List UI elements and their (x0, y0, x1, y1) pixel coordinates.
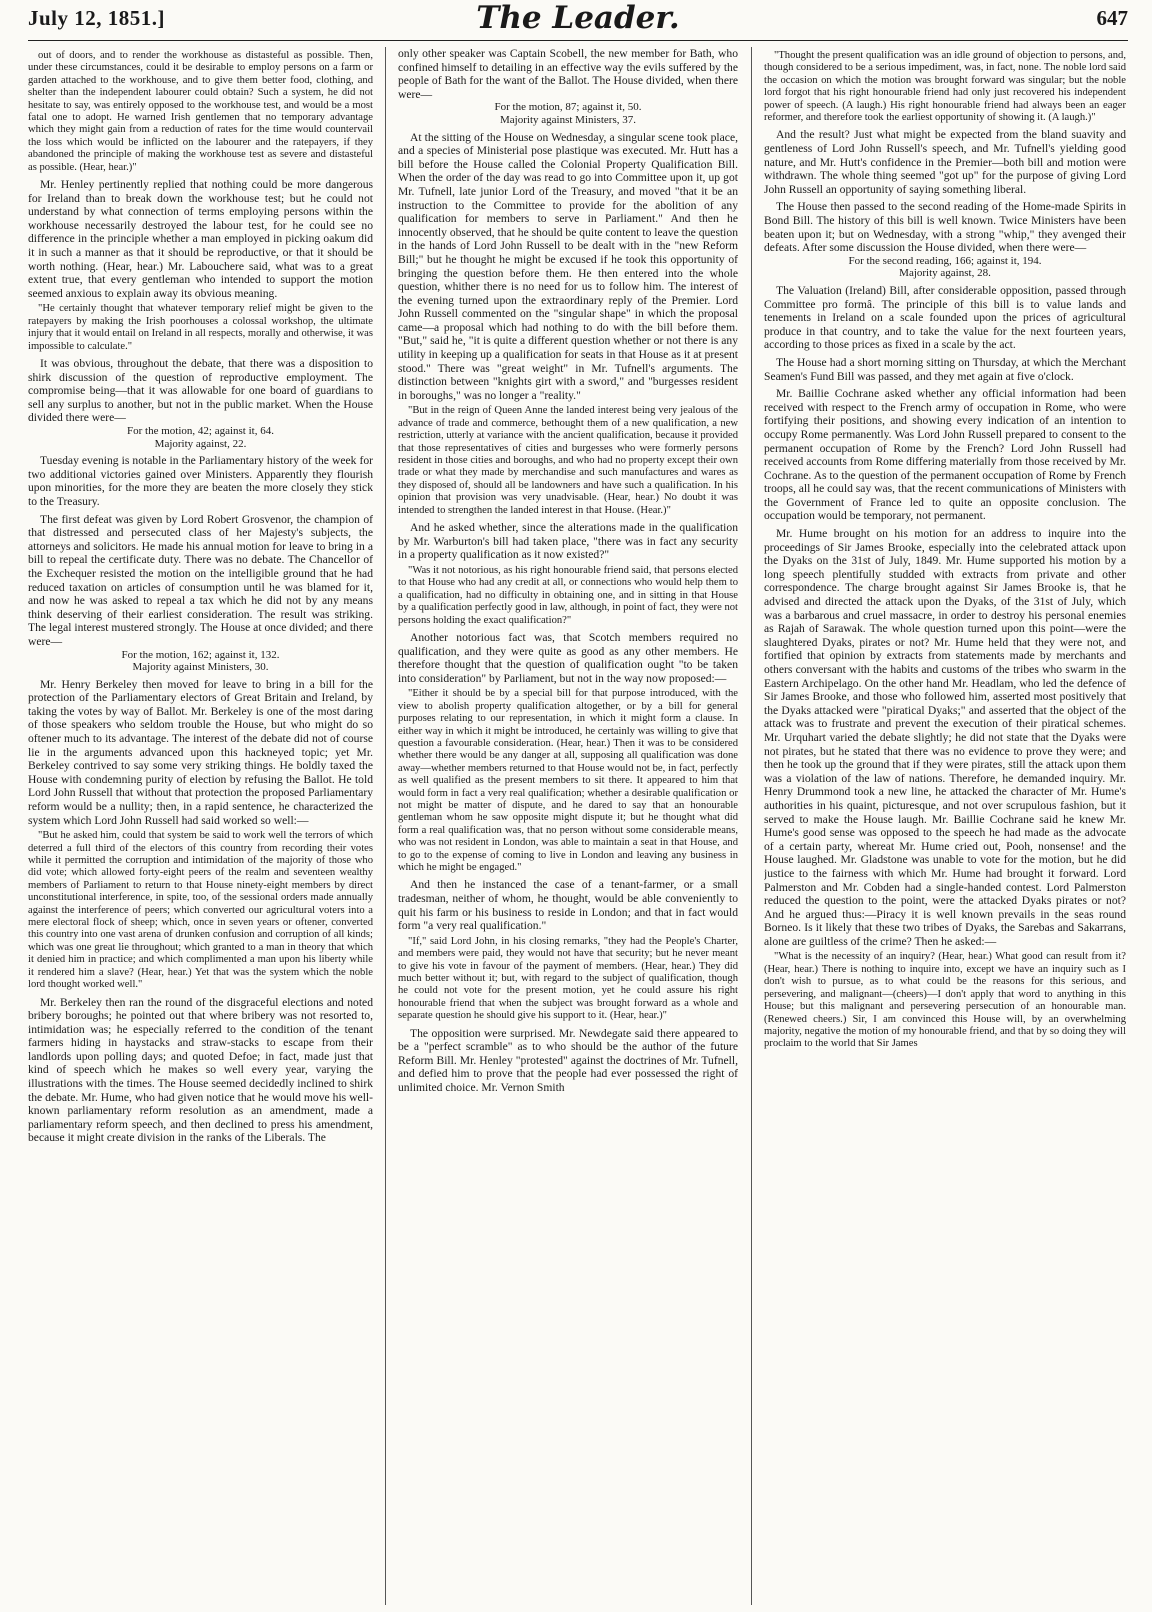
paragraph: only other speaker was Captain Scobell, the new member for Bath, who confined himself to detailing in an effective way the evils suffered by the people of Bath for the want of the Ballot. The House divided, when there were— (398, 47, 738, 101)
column-divider (751, 47, 752, 1605)
paragraph: And then he instanced the case of a tenant-farmer, or a small tradesman, neither of whom, he thought, would be able conveniently to quit his farm or his business to reside in London; and that in fact would form "a very real qualification." (398, 878, 738, 933)
paragraph: Mr. Hume brought on his motion for an address to inquire into the proceedings of Sir James Brooke, especially into the celebrated attack upon the Dyaks on the 31st of July, 1849. Mr. Hume supported his motion by a long speech plentifully studded with extracts from private and other correspondence. The charge brought against Sir James Brooke is, that he advised and directed the attack upon the Dyaks, of the 31st of July, which was a barbarous and cruel massacre, in order to destroy his personal enemies as Rajah of Sarawak. The whole question turned upon this point—were the slaughtered Dyaks, pirates or not? Mr. Hume held that they were not, and fortified that opinion by extracts from statements made by merchants and others conversant with the habits and customs of the tribes who swarm in the Eastern Archipelago. On the other hand Mr. Headlam, who led the defence of Sir James Brooke, and those who followed him, asserted most positively that the Dyaks attacked were "piratical Dyaks;" and asserted that the object of the attack was to frustrate and prevent the execution of their piratical schemes. Mr. Urquhart varied the debate slightly; he did not state that the Dyaks were not pirates, but he stated that there was no evidence to prove they were; and then he took up the ground that if they were pirates, still the attack upon them was a violation of the law of nations. Therefore, he demanded inquiry. Mr. Henry Drummond took a new line, he attacked the character of Mr. Hume's authorities in his quaint, picturesque, and not over scrupulous fashion, but it served to make the House laugh. Mr. Baillie Cochrane said he knew Mr. Hume's good sense was opposed to the speech he had made as the advocate of a certain party, whereat Mr. Hume cried out, Pooh, nonsense! and the House laughed. Mr. Gladstone was unable to vote for the motion, but he did justice to the fairness with which Mr. Hume had brought it forward. Lord Palmerston and Mr. Cobden had a single-handed contest. Lord Palmerston reduced the question to the point, were the attacked Dyaks pirates or not? And he argued thus:—Piracy it is well known prevails in the seas round Borneo. Is it likely that these two tribes of Dyaks, the Sarebas and Sakarrans, alone are guiltless of the crime? Then he asked:— (764, 527, 1126, 948)
paragraph: Mr. Henry Berkeley then moved for leave to bring in a bill for the protection of the Parliamentary electors of Great Britain and Ireland, by taking the votes by way of Ballot. Mr. Berkeley is one of the most daring of those speakers who seldom trouble the House, but who might do so oftener much to its advantage. The interest of the debate did not of course lie in the arguments advanced upon this hackneyed topic; yet Mr. Berkeley contrived to say some very striking things. He boldly taxed the House with condemning purity of election by refusing the Ballot. He told Lord John Russell that without that protection the proposed Parliamentary reform would be a nullity; then, in a rapid sentence, he characterized the system which Lord John Russell had said worked so well:— (28, 677, 373, 827)
header-rule (28, 40, 1128, 41)
division-result: Majority against Ministers, 37. (500, 113, 636, 126)
paragraph: It was obvious, throughout the debate, that there was a disposition to shirk discussion of the question of reproductive employment. The compromise being—that it was allowable for one board of guardians to sell any surplus to another, but not in the public market. When the House divided there were— (28, 357, 373, 425)
paragraph: And the result? Just what might be expected from the bland suavity and gentleness of Lord John Russell's speech, and Mr. Tufnell's yielding good nature, and Mr. Hutt's confidence in the Premier—both bill and motion were withdrawn. The whole thing seemed "got up" for the purpose of giving Lord John Russell an opportunity of saying something liberal. (764, 128, 1126, 196)
quoted-speech: "But he asked him, could that system be said to work well the terrors of which deterred a full third of the electors of this country from recording their votes while it permitted the corruption and intimidation of the majority of those who did vote; which allowed forty-eight peers of the realm and seventeen wealthy members of Parliament to return to that House ninety-eight members by direct unconstitutional interference, in spite, too, of the sessional orders made annually against the interference of peers; which converted our agricultural voters into a mere electoral flock of sheep; which, once in seven years or oftener, converted this country into one vast arena of drunken confusion and corruption of all kinds; which was one great lie throughout; which granted to a man in theory that which it denied him in practice; and which complimented a man upon his liberty while it rendered him a slave? (Hear, hear.) Yet that was the system which the noble lord thought worked well." (28, 830, 373, 991)
paragraph: The Valuation (Ireland) Bill, after considerable opposition, passed through Committee pro formâ. The principle of this bill is to value lands and tenements in Ireland on a scale founded upon the prices of agricultural produce in that country, and to take the value for the next fourteen years, according to those prices as fixed in a scale by the act. (764, 283, 1126, 352)
quoted-speech: "Either it should be by a special bill for that purpose introduced, with the view to abolish property qualification altogether, or by a bill for general purposes relating to our representation, in which it might form a clause. In either way in which it might be introduced, he certainly was willing to give that question a favourable consideration. (Hear, hear.) Then it was to be considered whether there would be any danger at all, supposing all qualification was done away—whether members returned to that House would not be, in fact, perfectly as well qualified as the present members to sit there. It appeared to him that would form in fact a very real qualification; whether a desirable qualification or not might be matter of dispute, and he dared to say that an honourable gentleman whom he saw opposite might dispute it; but he thought what did form a real qualification was, that no person without some considerable means, who was not resident in London, was able to maintain a seat in that House, and to go to the expense of coming to live in London and leaving any business in which he might be engaged." (398, 688, 738, 873)
paragraph: The opposition were surprised. Mr. Newdegate said there appeared to be a "perfect scramble" as to who should be the author of the future Reform Bill. Mr. Henley "protested" against the doctrines of Mr. Tufnell, and defied him to prove that the people had ever possessed the right of unlimited choice. Mr. Vernon Smith (398, 1026, 738, 1094)
division-result: For the motion, 87; against it, 50. (494, 101, 642, 114)
division-result: Majority against Ministers, 30. (132, 661, 269, 674)
paragraph: At the sitting of the House on Wednesday, a singular scene took place, and a species of Ministerial pose plastique was executed. Mr. Hutt has a bill before the House called the Colonial Property Qualification Bill. When the order of the day was read to go into Committee upon it, up got Mr. Tufnell, late junior Lord of the Treasury, and moved "that it be an instruction to the Committee to provide for the abolition of any qualification for members to serve in Parliament." And then he innocently observed, that he should be quite content to leave the question in the hands of Lord John Russell to be dealt with in the "new Reform Bill;" but he thought he might be excused if he took this opportunity of bringing the question before them. He then entered into the whole question, whither there is no need for us to follow him. The interest of the evening turned upon the extraordinary reply of the Premier. Lord John Russell commented on the "singular shape" in which the proposal came—a proposal which had nothing to do with the bill before them. "But," said he, "it is quite a different question whether or not there is any utility in keeping up a qualification for seats in that House as it at present stood." There was "great weight" in Mr. Tufnell's arguments. The distinction between "knights girt with a sword," and "burgesses resident in boroughs," was no longer a "reality." (398, 130, 738, 402)
division-result: For the motion, 42; against it, 64. (127, 425, 274, 437)
page-number: 647 (1096, 6, 1128, 30)
column-2 (398, 47, 738, 1607)
quoted-speech: "Was it not notorious, as his right honourable friend said, that persons elected to that House who had any credit at all, or connections who would help them to a qualification, had no difficulty in obtaining one, and in sitting in that House by a qualification perfectly good in law, although, in point of fact, they were not persons holding the exact qualification?" (398, 564, 738, 626)
paragraph: Mr. Henley pertinently replied that nothing could be more dangerous for Ireland than to break down the workhouse test; but he could not understand by what connection of terms employing persons within the workhouse necessarily destroyed the labour test, for he could see no difference in the principle whether a man employed in picking oakum did it in such a manner as that it should be reproductive, or that it should be worth nothing. (Hear, hear.) Mr. Labouchere said, what was to a great extent true, that every gentleman who intended to support the motion seemed anxious to explain away its obvious meaning. (28, 178, 373, 300)
issue-date: July 12, 1851.] (28, 6, 166, 30)
paragraph: The House had a short morning sitting on Thursday, at which the Merchant Seamen's Fund Bill was passed, and they met again at five o'clock. (764, 355, 1126, 383)
column-1 (28, 47, 373, 1607)
paragraph: The House then passed to the second reading of the Home-made Spirits in Bond Bill. The history of this bill is well known. Twice Ministers have been beaten upon it; but on Wednesday, with a strong "whip," they avenged their defeats. After some discussion the House divided, when there were— (764, 200, 1126, 255)
paragraph: Mr. Berkeley then ran the round of the disgraceful elections and noted bribery boroughs; he pointed out that where bribery was not resorted to, intimidation was; he especially referred to the condition of the tenant farmers hiding in haystacks and straw-stacks to escape from their landlords upon polling days; and quoted Defoe; in fact, made just that kind of speech which he makes so well every year, varying the illustrations with the times. The House seemed decidedly inclined to shirk the debate. Mr. Hume, who had given notice that he would move his well-known parliamentary reform resolution as an amendment, made a parliamentary reform speech, and then declined to press his amendment, because it might create division in the ranks of the Liberals. The (28, 995, 373, 1145)
quoted-speech: "What is the necessity of an inquiry? (Hear, hear.) What good can result from it? (Hear, hear.) There is nothing to inquire into, except we have an inquiry such as I don't wish to pursue, as to what could be the reasons for this serious, and persevering, and malignant—(cheers)—I don't apply that word to anything in this House; but this malignant and persevering persecution of an honourable man. (Renewed cheers.) Sir, I am convinced this House will, by an overwhelming majority, negative the motion of my honourable friend, and that by so doing they will proclaim to the world that Sir James (764, 951, 1126, 1050)
masthead (28, 0, 1128, 36)
quoted-speech: "If," said Lord John, in his closing remarks, "they had the People's Charter, and members were paid, they would not have that security; but he never meant to give his vote in favour of the payment of members. (Hear, hear.) They did much better without it; but, with regard to the subject of qualification, though he could not vote for the present motion, yet he could assure his right honourable friend that when the subject was brought forward as a whole and separate question he should give his support to it. (Hear, hear.)" (398, 935, 738, 1022)
paragraph: And he asked whether, since the alterations made in the qualification by Mr. Warburton's bill had taken place, "there was in fact any security in a property qualification as it now existed?" (398, 521, 738, 562)
column-3 (764, 47, 1126, 1607)
paragraph: Tuesday evening is notable in the Parliamentary history of the week for two additional victories gained over Ministers. Apparently they flourish upon minorities, for the more they are beaten the more closely they stick to the Treasury. (28, 454, 373, 508)
division-result: For the second reading, 166; against it, 194. (848, 254, 1042, 267)
division-result: Majority against, 22. (154, 437, 247, 450)
quoted-speech: "He certainly thought that whatever temporary relief might be given to the ratepayers by making the Irish poorhouses a colossal workshop, the ultimate injury that it would entail on Ireland in all respects, morally and otherwise, it was impossible to calculate." (28, 303, 373, 352)
paragraph: The first defeat was given by Lord Robert Grosvenor, the champion of that distressed and persecuted class of her Majesty's subjects, the attorneys and solicitors. He made his annual motion for leave to bring in a bill to repeal the certificate duty. There was no debate. The Chancellor of the Exchequer resisted the motion on the intelligible ground that he had reduced taxation on articles of consumption until he was blamed for it, and now he was asked to repeal a tax which he did not by any means think deserving of their earliest consideration. The result was striking. The legal interest mustered strongly. The House at once divided; and there were— (28, 512, 373, 648)
quoted-speech: out of doors, and to render the workhouse as distasteful as possible. Then, under these circumstances, could it be desirable to employ persons on a farm or garden attached to the workhouse, and to give them better food, clothing, and shelter than the independent labourer could obtain? Such a system, he did not hesitate to say, was entirely opposed to the workhouse test, and would be a most fatal one to adopt. He warned Irish gentlemen that no temporary advantage which they might gain from a reduction of rates for the time would countervail the loss which would be inflicted on the labourer and the ratepayers, if they abandoned the principle of making the workhouse test as severe and distasteful as possible. (Hear, hear.)" (28, 50, 373, 173)
division-result: Majority against, 28. (899, 267, 991, 280)
column-divider (385, 47, 386, 1605)
quoted-speech: "Thought the present qualification was an idle ground of objection to persons, and, though considered to be a serious impediment, was, in fact, none. The noble lord said the occasion on which the motion was brought forward was singular; but the noble lord forgot that his right honourable friend had only just recovered his independent power of speech. (A laugh.) His right honourable friend had always been an eager reformer, and therefore took the earliest opportunity of showing it. (A laugh.)" (764, 50, 1126, 124)
paragraph: Mr. Baillie Cochrane asked whether any official information had been received with respect to the French army of occupation in Rome, who were fortifying their positions, and showing every indication of an intention to occupy Rome permanently. Was Lord John Russell prepared to consent to the permanent occupation of Rome by the French? Lord John Russell had received accounts from Rome differing materially from those received by Mr. Cochrane. As to the question of the permanent occupation of Rome by French troops, all he could say was, that the recent communications of Ministers with the Government of France led to quite an opposite conclusion. The occupation would be temporary, not permanent. (764, 387, 1126, 523)
paragraph: Another notorious fact was, that Scotch members required no qualification, and they were quite as good as any other members. He therefore thought that the question of qualification ought "to be taken into consideration" by Parliament, but not in the way now proposed:— (398, 630, 738, 685)
quoted-speech: "But in the reign of Queen Anne the landed interest being very jealous of the advance of trade and commerce, bethought them of a new qualification, a new restriction, utterly at variance with the ancient qualification, because it provided that those representatives of cities and burgesses who were formerly persons resident in those cities and boroughs, and who had no property except their own trade or what they made by merchandise and such manufactures and wares as they disposed of, should all be landowners and have such a qualification. In his opinion that provision was very unadvisable. (Hear, hear.) No doubt it was intended to strengthen the landed interest in that House. (Hear.)" (398, 405, 738, 516)
division-result: For the motion, 162; against it, 132. (121, 648, 280, 661)
newspaper-title: The Leader. (476, 0, 680, 36)
